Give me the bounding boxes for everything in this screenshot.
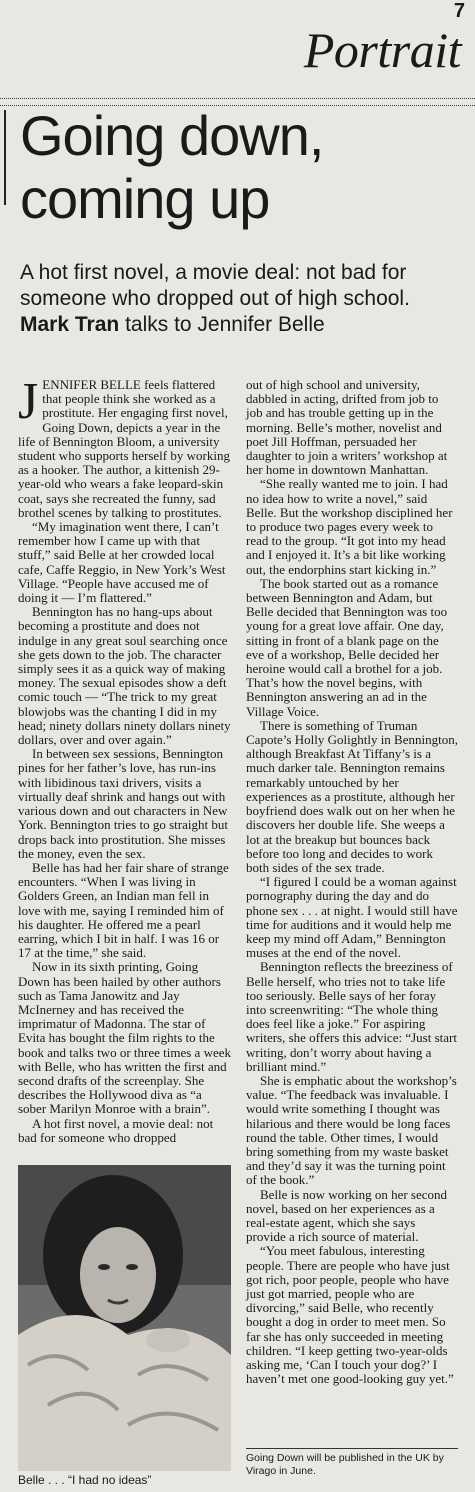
standfirst <box>20 260 460 338</box>
article-paragraph: JENNIFER BELLE feels flattered that people think she worked as a prostitute. Her engaging first novel, Going Down, depicts a year in the life of Bennington Bloom, a university student who supports herself by working as a hooker. The author, a kittenish 29-year-old who wears a fake leopard-skin coat, says she recreated the funny, sad brothel scenes by talking to prostitutes. <box>18 373 230 520</box>
article-paragraph: “She really wanted me to join. I had no idea how to write a novel,” said Belle. But the workshop disciplined her to produce two pages every week to read to the group. “It got into my head and I enjoyed it. It’s a bit like working out, the endorphins start kicking in.” <box>246 476 453 577</box>
article-paragraph: Bennington reflects the breeziness of Belle herself, who tries not to take life too seriously. Belle says of her foray into screenwriting: “The whole thing does feel like a joke.” For aspiring writers, she offers this advice: “Just start writing, don’t worry about having a brilliant mind.” <box>246 959 457 1074</box>
section-title: Portrait <box>303 22 461 78</box>
drop-cap: J <box>18 373 39 430</box>
footnote-divider <box>246 1448 458 1449</box>
article-paragraph: She is emphatic about the workshop’s value. “The feedback was invaluable. I would write something I thought was hilarious and there would be long faces round the table. Other times, I would bring something from my waste basket and they’d say it was the turning point of the book.” <box>246 1072 457 1188</box>
article-column-right <box>246 378 458 1386</box>
article-paragraph: Bennington has no hang-ups about becoming a prostitute and does not indulge in any great soul searching once she gets down to the job. The character simply sees it as a quick way of making money. The sexual episodes show a deft comic touch — “The trick to my great blowjobs was the chanting I did in my head; ninety dollars ninety dollars ninety dollars, over and over again.” <box>18 604 231 748</box>
photo-caption: Belle . . . “I had no ideas” <box>18 1473 152 1487</box>
standfirst-rest: talks to Jennifer Belle <box>125 313 325 336</box>
article-paragraph: The book started out as a romance between Bennington and Adam, but Belle decided that Bennington was too young for a great love affair. One day, sitting in front of a blank page on the eve of a workshop, Belle decided her heroine would call a brothel for a job. That’s how the novel begins, with Bennington answering an ad in the Village Voice. <box>246 575 448 719</box>
author-byline: Mark Tran <box>20 313 120 336</box>
article-paragraph: A hot first novel, a movie deal: not bad for someone who dropped <box>18 1115 214 1145</box>
article-paragraph: There is something of Truman Capote’s Holly Golightly in Bennington, although Breakfast At Tiffany’s is a much darker tale. Bennington remains remarkably untouched by her experiences as a prostitute, although her boyfriend does walk out on her when he discovers her double life. She weeps a lot at the breakup but bounces back before too long and decides to work both sides of the sex trade. <box>246 717 458 875</box>
article-column-left <box>18 373 231 1145</box>
article-paragraph: Now in its sixth printing, Going Down has been hailed by other authors such as Tama Janowitz and Jay McInerney and has received the imprimatur of Madonna. The star of Evita has bought the film rights to the book and talks two or three times a week with Belle, who has written the first and second drafts of the screenplay. She describes the Hollywood diva as “a sober Marilyn Monroe with a brain”. <box>18 959 231 1117</box>
article-paragraph: “You meet fabulous, interesting people. There are people who have just got rich, poor people, people who have just got married, people who are divorcing,” said Belle, who recently bought a dog in order to meet men. So far she has only succeeded in meeting children. “I keep getting two-year-olds asking me, ‘Can I touch your dog?’ I haven’t met one good-looking guy yet.” <box>246 1243 454 1387</box>
portrait-photo <box>18 1165 231 1471</box>
footnote: Going Down will be published in the UK by Virago in June. <box>246 1452 444 1477</box>
headline-rule <box>4 110 6 205</box>
lead-in: ENNIFER BELLE <box>42 377 141 392</box>
standfirst-text: A hot first novel, a movie deal: not bad for someone who dropped out of high school. <box>20 261 410 310</box>
page-number: 7 <box>453 0 465 22</box>
article-paragraph: out of high school and university, dabbled in acting, drifted from job to job and has trouble getting up in the morning. Belle’s mother, novelist and poet Jill Hoffman, persuaded her daughter to join a writers’ workshop at her home in downtown Manhattan. <box>246 377 448 478</box>
article-paragraph: In between sex sessions, Bennington pines for her father’s love, has run-ins with libidinous taxi drivers, visits a virtually deaf shrink and hangs out with various down and out characters in New York. Bennington tries to go straight but drops back into prostitution. She misses the money, even the sex. <box>18 746 228 861</box>
article-paragraph: “My imagination went there, I can’t remember how I came up with that stuff,” said Belle at her crowded local cafe, Caffe Reggio, in New York’s West Village. “People have accused me of doing it — I’m flattered.” <box>18 519 226 606</box>
headline: Going down, coming up <box>20 104 324 230</box>
article-paragraph: “I figured I could be a woman against pornography during the day and do phone sex . . . at night. I would still have time for auditions and it would help me keep my mind off Adam,” Bennington muses at the end of the novel. <box>246 874 458 961</box>
article-paragraph: Belle is now working on her second novel, based on her experiences as a real-estate agent, which she says provide a rich source of material. <box>246 1186 448 1245</box>
article-paragraph: Belle has had her fair share of strange encounters. “When I was living in Golders Green, an Indian man fell in love with me, saying I reminded him of his daughter. He offered me a pearl earring, which I bit in half. I was 16 or 17 at the time,” she said. <box>18 859 229 961</box>
